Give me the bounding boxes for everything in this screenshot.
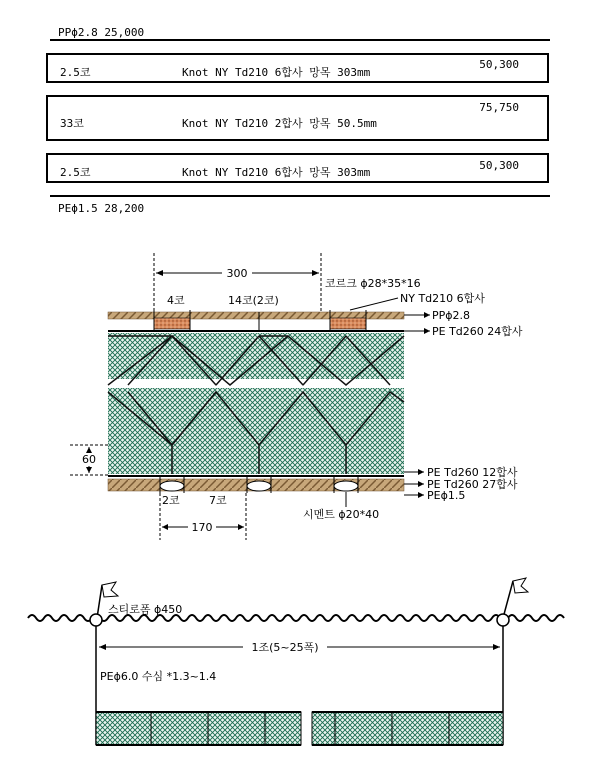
cork-float (154, 318, 190, 329)
marker-flag-icon (513, 578, 528, 593)
spec-row-material: Knot NY Td210 6합사 망목 303mm (182, 66, 371, 79)
net-array-left (96, 712, 301, 745)
mesh-7-label: 7코 (209, 494, 227, 507)
spec-row-mesh: 2.5코 (60, 66, 91, 79)
float-label: 스티로폼 ϕ450 (108, 603, 183, 616)
pe24-label: PE Td260 24합사 (432, 325, 523, 338)
float-buoy (497, 614, 509, 626)
net-array-right (312, 712, 503, 745)
spec-row-price: 50,300 (479, 58, 519, 71)
pe12-label: PE Td260 12합사 (427, 466, 518, 479)
pp-rope-label: PPϕ2.8 (432, 309, 471, 322)
rope-depth-label: PEϕ6.0 수심 *1.3~1.4 (100, 670, 217, 683)
flag-pole (97, 585, 102, 618)
spec-row-price: 75,750 (479, 101, 519, 114)
mesh-4-label: 4코 (167, 294, 185, 307)
dimension-300-label: 300 (226, 267, 248, 280)
top-rope-spec: PPϕ2.8 25,000 (58, 26, 145, 39)
pe27-label: PE Td260 27합사 (427, 478, 518, 491)
dimension-60-label: 60 (82, 453, 96, 466)
pe15-label: PEϕ1.5 (427, 489, 466, 502)
ny-twine-label: NY Td210 6합사 (400, 292, 485, 305)
span-label: 1조(5~25폭) (251, 641, 319, 654)
flag-pole (503, 581, 513, 618)
cement-sinker (160, 481, 184, 491)
mesh-14-label: 14코(2코) (228, 294, 279, 307)
arrow-head (424, 328, 430, 334)
cork-label: 코르크 ϕ28*35*16 (325, 277, 421, 290)
marker-flag-icon (102, 582, 118, 597)
dimension-170-label: 170 (191, 521, 213, 534)
cement-sinker (247, 481, 271, 491)
cement-label: 시멘트 ϕ20*40 (303, 508, 380, 521)
arrow-head (418, 492, 424, 498)
cement-sinker (334, 481, 358, 491)
arrow-head (418, 481, 424, 487)
spec-row-material: Knot NY Td210 2합사 망목 50.5mm (182, 117, 377, 130)
arrow-head (424, 312, 430, 318)
float-buoy (90, 614, 102, 626)
spec-row-price: 50,300 (479, 159, 519, 172)
spec-row-material: Knot NY Td210 6합사 망목 303mm (182, 166, 371, 179)
spec-row-mesh: 33코 (60, 117, 84, 130)
bottom-rope-spec: PEϕ1.5 28,200 (58, 202, 145, 215)
cork-float (330, 318, 366, 329)
leader-line (350, 298, 398, 310)
spec-row-mesh: 2.5코 (60, 166, 91, 179)
mesh-2-label: 2코 (162, 494, 180, 507)
arrow-head (418, 469, 424, 475)
net-panel-lower (108, 388, 404, 474)
